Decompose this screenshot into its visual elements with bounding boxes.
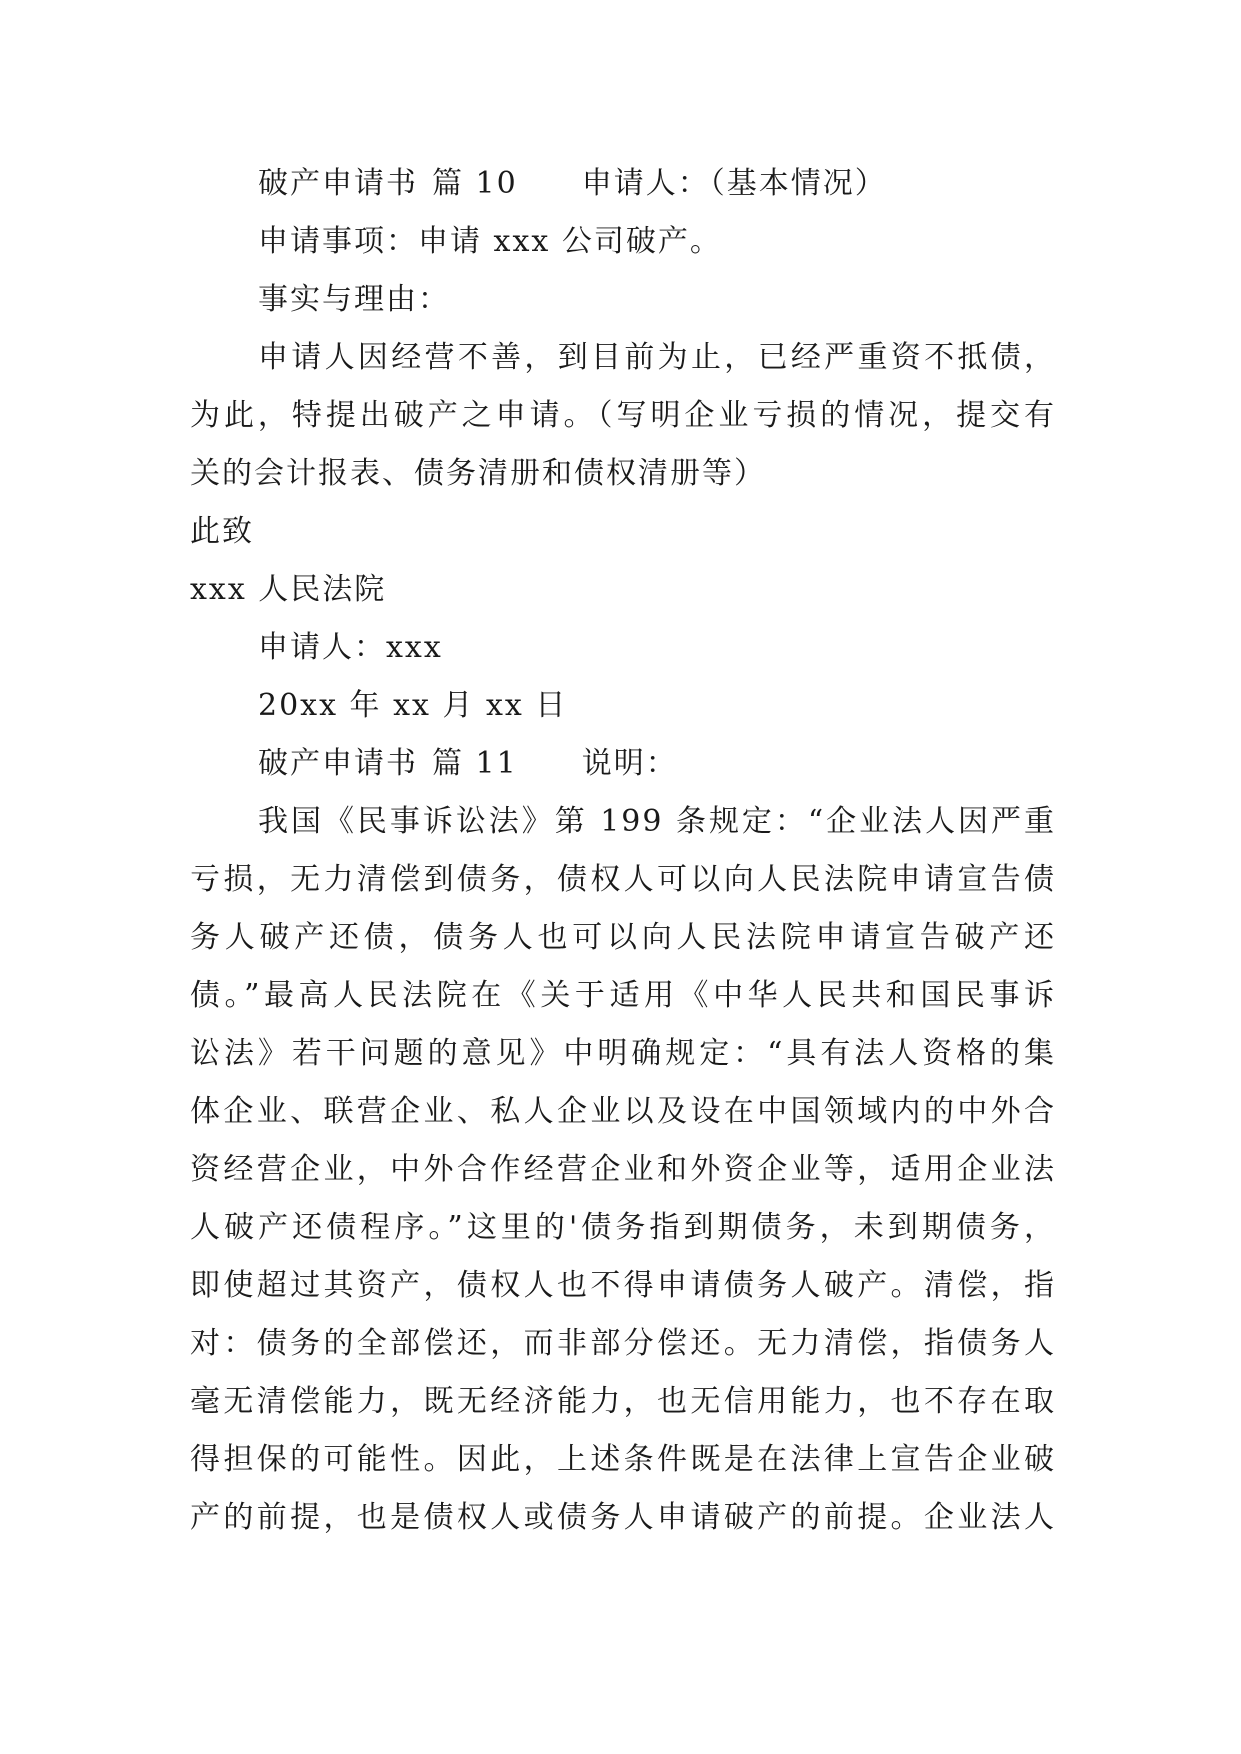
section-10-heading-line: [190, 155, 1056, 213]
paragraph-line-4: 债。”最高人民法院在《关于适用《中华人民共和国民事诉: [190, 978, 1056, 1013]
section-10-applicant: 申请人：（基本情况）: [581, 166, 887, 201]
court-name: xxx 人民法院: [190, 572, 387, 607]
paragraph-line-13: 产的前提，也是债权人或债务人申请破产的前提。企业法人: [190, 1500, 1056, 1535]
paragraph-line-12: 得担保的可能性。因此，上述条件既是在法律上宣告企业破: [190, 1442, 1056, 1477]
paragraph-line-7: 资经营企业，中外合作经营企业和外资企业等，适用企业法: [190, 1152, 1056, 1187]
section-11-title: 破产申请书: [258, 746, 418, 781]
section-11-note: 说明：: [581, 746, 678, 781]
paragraph-line-6: 体企业、联营企业、私人企业以及设在中国领域内的中外合: [190, 1094, 1056, 1129]
document-body: [190, 155, 1056, 1547]
paragraph-line-3: 务人破产还债，债务人也可以向人民法院申请宣告破产还: [190, 920, 1056, 955]
paragraph-line-11: 毫无清偿能力，既无经济能力，也无信用能力，也不存在取: [190, 1384, 1056, 1419]
reason-line-1: 申请人因经营不善，到目前为止，已经严重资不抵债，: [258, 340, 1056, 375]
paragraph-line-1: 我国《民事诉讼法》第 199 条规定：“企业法人因严重: [258, 804, 1056, 839]
signature-applicant: 申请人：xxx: [258, 630, 443, 665]
salutation: 此致: [190, 514, 254, 549]
facts-and-reasons-heading: 事实与理由：: [258, 282, 450, 317]
paragraph-line-2: 亏损，无力清偿到债务，债权人可以向人民法院申请宣告债: [190, 862, 1056, 897]
signature-date: 20xx 年 xx 月 xx 日: [258, 688, 568, 723]
paragraph-line-10: 对：债务的全部偿还，而非部分偿还。无力清偿，指债务人: [190, 1326, 1056, 1361]
reason-line-2: 为此，特提出破产之申请。（写明企业亏损的情况，提交有: [190, 398, 1056, 433]
paragraph-line-5: 讼法》若干问题的意见》中明确规定：“具有法人资格的集: [190, 1036, 1056, 1071]
paragraph-line-8: 人破产还债程序。”这里的'债务指到期债务，未到期债务，: [190, 1210, 1056, 1245]
application-matter: 申请事项：申请 xxx 公司破产。: [258, 224, 722, 259]
section-10-title: 破产申请书: [258, 166, 418, 201]
section-11-number: 篇 11: [432, 746, 518, 781]
section-11-heading-line: [190, 735, 1056, 793]
section-10-number: 篇 10: [432, 166, 518, 201]
reason-line-3: 关的会计报表、债务清册和债权清册等）: [190, 456, 766, 491]
paragraph-line-9: 即使超过其资产，债权人也不得申请债务人破产。清偿，指: [190, 1268, 1056, 1303]
